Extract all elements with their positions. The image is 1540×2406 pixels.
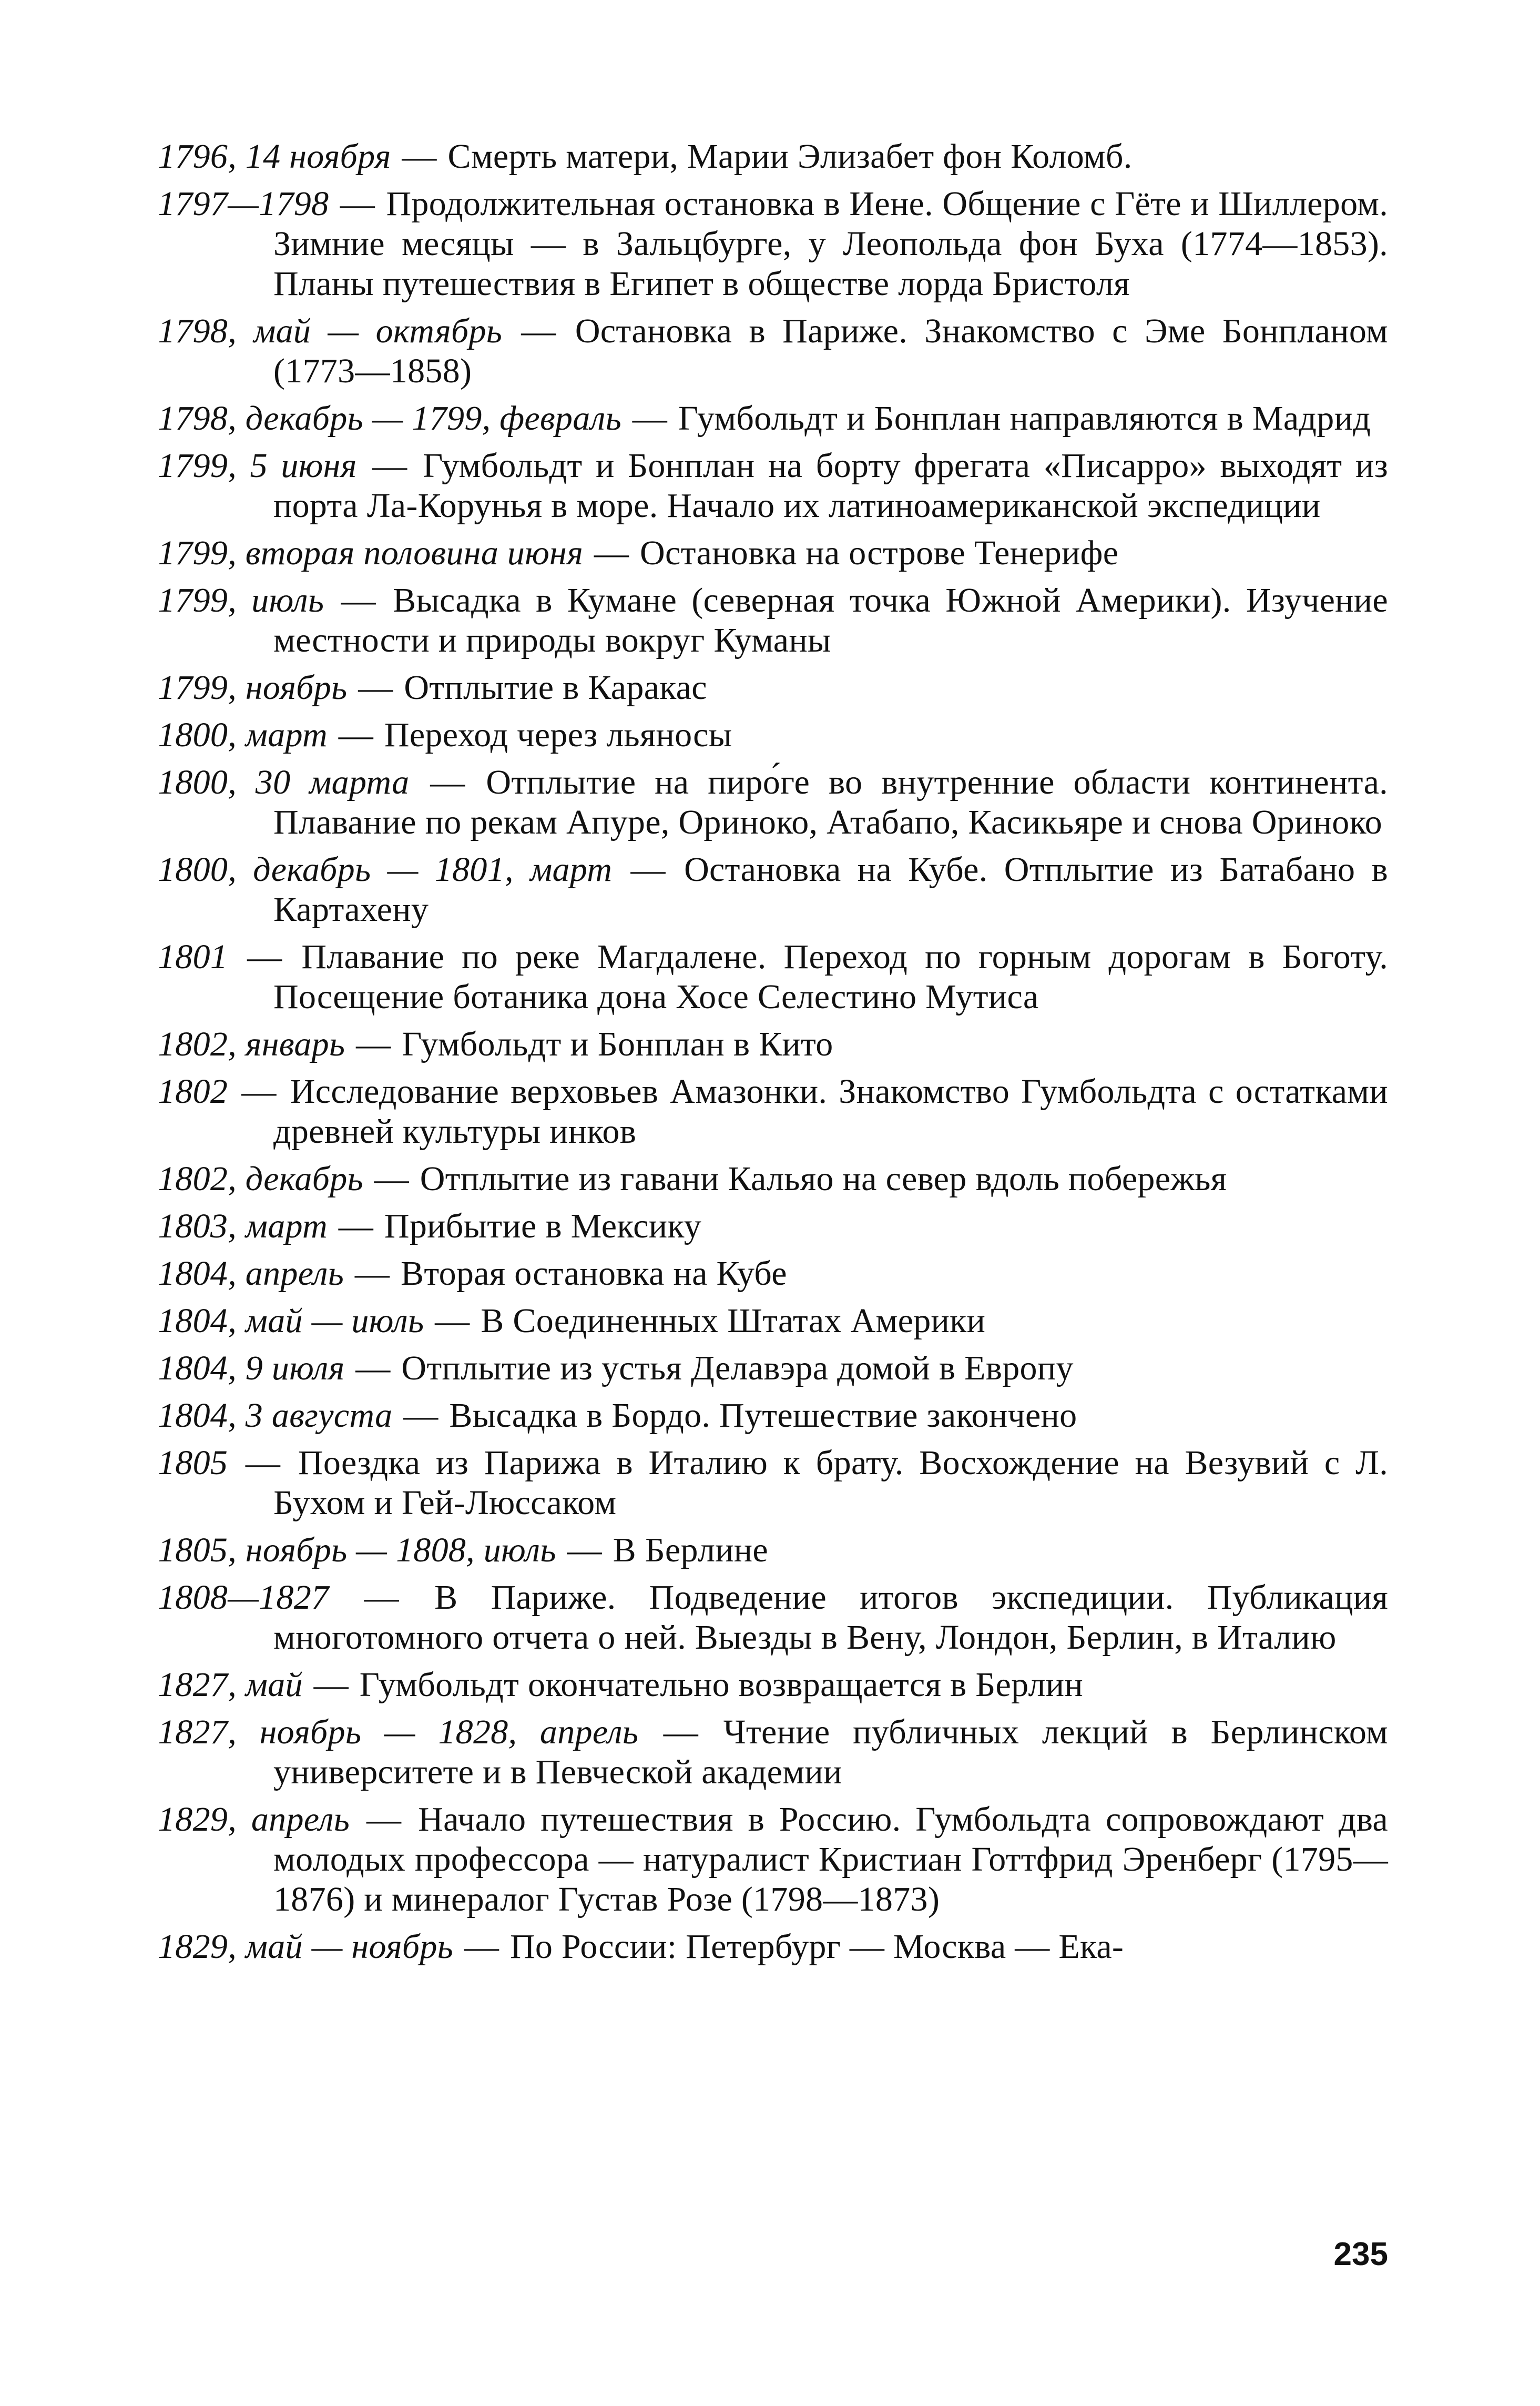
entry-date: 1798, декабрь — 1799, февраль — [158, 399, 621, 438]
entry-dash: — — [632, 399, 668, 438]
entry-date: 1827, май — [158, 1666, 303, 1704]
entry-date: 1802 — [158, 1072, 228, 1111]
chronology-entry — [158, 1443, 1388, 1523]
entry-date: 1800, 30 марта — [158, 763, 410, 801]
entry-date: 1805 — [158, 1444, 228, 1482]
entry-text: Отплытие в Каракас — [404, 668, 707, 707]
entry-date: 1800, март — [158, 716, 328, 754]
chronology-entry — [158, 1072, 1388, 1152]
entry-dash: — — [364, 1578, 399, 1617]
chronology-entry — [158, 581, 1388, 661]
entry-date: 1802, январь — [158, 1025, 345, 1063]
chronology-entry — [158, 1712, 1388, 1792]
entry-dash: — — [464, 1927, 499, 1966]
entry-text: Гумбольдт и Бонплан на борту фрегата «Писарро» выходят из порта Ла-Корунья в море. Начало их латиноамериканской экспедиции — [273, 446, 1388, 525]
entry-text: Гумбольдт и Бонплан в Кито — [402, 1025, 833, 1063]
entry-text: Исследование верховьев Амазонки. Знакомство Гумбольдта с остатками древней культуры инков — [273, 1072, 1388, 1151]
entry-date: 1800, декабрь — 1801, март — [158, 850, 613, 889]
entry-dash: — — [245, 1444, 281, 1482]
entry-dash: — — [521, 312, 556, 350]
entry-text: Высадка в Бордо. Путешествие закончено — [449, 1396, 1077, 1435]
entry-dash: — — [372, 446, 407, 485]
entry-date: 1808—1827 — [158, 1578, 329, 1617]
entry-text: Чтение публичных лекций в Берлинском университете и в Певческой академии — [273, 1713, 1388, 1791]
entry-dash: — — [435, 1302, 470, 1340]
entry-dash: — — [374, 1160, 409, 1198]
entry-date: 1799, ноябрь — [158, 668, 348, 707]
entry-dash: — — [313, 1666, 349, 1704]
entry-date: 1803, март — [158, 1207, 328, 1245]
entry-text: По России: Петербург — Москва — Ека- — [509, 1927, 1124, 1966]
entry-dash: — — [594, 534, 629, 572]
chronology-entry — [158, 668, 1388, 708]
chronology-entry — [158, 1800, 1388, 1920]
chronology-entry — [158, 1024, 1388, 1064]
entry-date: 1804, 3 августа — [158, 1396, 393, 1435]
entry-date: 1829, май — ноябрь — [158, 1927, 453, 1966]
entry-date: 1804, апрель — [158, 1254, 344, 1293]
entry-dash: — — [663, 1713, 699, 1751]
entry-text: Отплытие из гавани Кальяо на север вдоль побережья — [420, 1160, 1227, 1198]
entry-date: 1799, июль — [158, 581, 324, 620]
entry-text: Отплытие на пиро́ге во внутренние области континента. Плавание по рекам Апуре, Ориноко, Атабапо, Касикьяре и снова Ориноко — [273, 763, 1388, 841]
entry-date: 1796, 14 ноября — [158, 137, 391, 176]
entry-date: 1801 — [158, 938, 228, 976]
entry-text: В Берлине — [613, 1531, 769, 1569]
entry-date: 1829, апрель — [158, 1800, 350, 1839]
entry-dash: — — [630, 850, 666, 889]
entry-text: Гумбольдт и Бонплан направляются в Мадрид — [678, 399, 1371, 438]
chronology-entry — [158, 446, 1388, 526]
entry-date: 1804, май — июль — [158, 1302, 424, 1340]
entry-text: Высадка в Кумане (северная точка Южной Америки). Изучение местности и природы вокруг Куманы — [273, 581, 1388, 659]
entry-dash: — — [354, 1254, 390, 1293]
entry-text: Прибытие в Мексику — [384, 1207, 702, 1245]
chronology-entry — [158, 137, 1388, 177]
chronology-entry — [158, 1927, 1388, 1967]
entry-dash: — — [358, 668, 393, 707]
chronology-entry — [158, 850, 1388, 930]
chronology-list — [158, 137, 1388, 1967]
entry-date: 1797—1798 — [158, 185, 329, 223]
entry-date: 1802, декабрь — [158, 1160, 363, 1198]
chronology-entry — [158, 1206, 1388, 1246]
entry-text: Переход через льяносы — [384, 716, 732, 754]
entry-dash: — — [340, 185, 375, 223]
chronology-entry — [158, 1301, 1388, 1341]
entry-date: 1798, май — октябрь — [158, 312, 503, 350]
entry-date: 1799, вторая половина июня — [158, 534, 584, 572]
chronology-entry — [158, 184, 1388, 304]
chronology-entry — [158, 937, 1388, 1017]
entry-text: В Париже. Подведение итогов экспедиции. Публикация многотомного отчета о ней. Выезды в Вену, Лондон, Берлин, в Италию — [273, 1578, 1388, 1657]
entry-dash: — — [366, 1800, 402, 1839]
entry-text: Остановка на Кубе. Отплытие из Батабано в Картахену — [273, 850, 1388, 929]
entry-text: Гумбольдт окончательно возвращается в Берлин — [359, 1666, 1083, 1704]
entry-text: Остановка на острове Тенерифе — [640, 534, 1119, 572]
entry-dash: — — [430, 763, 465, 801]
entry-dash: — — [356, 1025, 391, 1063]
entry-text: Поездка из Парижа в Италию к брату. Восхождение на Везувий с Л. Бухом и Гей-Люссаком — [273, 1444, 1388, 1522]
entry-dash: — — [355, 1349, 391, 1387]
entry-dash: — — [338, 1207, 374, 1245]
entry-dash: — — [338, 716, 374, 754]
chronology-entry — [158, 1396, 1388, 1436]
entry-date: 1799, 5 июня — [158, 446, 357, 485]
entry-date: 1804, 9 июля — [158, 1349, 345, 1387]
entry-dash: — — [402, 137, 437, 176]
entry-text: Отплытие из устья Делавэра домой в Европу — [401, 1349, 1074, 1387]
chronology-entry — [158, 1348, 1388, 1388]
chronology-entry — [158, 1530, 1388, 1570]
entry-text: Вторая остановка на Кубе — [401, 1254, 787, 1293]
entry-dash: — — [403, 1396, 438, 1435]
entry-text: Начало путешествия в Россию. Гумбольдта сопровождают два молодых профессора — натуралист Кристиан Готтфрид Эренберг (1795—1876) и минералог Густав Розе (1798—1873) — [273, 1800, 1388, 1918]
entry-text: В Соединенных Штатах Америки — [481, 1302, 986, 1340]
chronology-entry — [158, 763, 1388, 842]
entry-text: Смерть матери, Марии Элизабет фон Коломб. — [447, 137, 1133, 176]
entry-text: Продолжительная остановка в Иене. Общение с Гёте и Шиллером. Зимние месяцы — в Зальцбурге, у Леопольда фон Буха (1774—1853). Планы путешествия в Египет в обществе лорда Бристоля — [273, 185, 1388, 303]
entry-dash: — — [241, 1072, 277, 1111]
chronology-entry — [158, 533, 1388, 573]
entry-date: 1827, ноябрь — 1828, апрель — [158, 1713, 639, 1751]
chronology-entry — [158, 311, 1388, 391]
chronology-entry — [158, 1159, 1388, 1199]
chronology-page — [158, 137, 1388, 2346]
page-number: 235 — [1333, 2236, 1388, 2272]
entry-dash: — — [567, 1531, 602, 1569]
entry-date: 1805, ноябрь — 1808, июль — [158, 1531, 556, 1569]
chronology-entry — [158, 715, 1388, 755]
entry-dash: — — [247, 938, 282, 976]
entry-dash: — — [341, 581, 376, 620]
chronology-entry — [158, 399, 1388, 439]
entry-text: Плавание по реке Магдалене. Переход по горным дорогам в Боготу. Посещение ботаника дона Хосе Селестино Мутиса — [273, 938, 1388, 1016]
chronology-entry — [158, 1254, 1388, 1294]
chronology-entry — [158, 1578, 1388, 1658]
chronology-entry — [158, 1665, 1388, 1705]
entry-text: Остановка в Париже. Знакомство с Эме Бонпланом (1773—1858) — [273, 312, 1388, 390]
